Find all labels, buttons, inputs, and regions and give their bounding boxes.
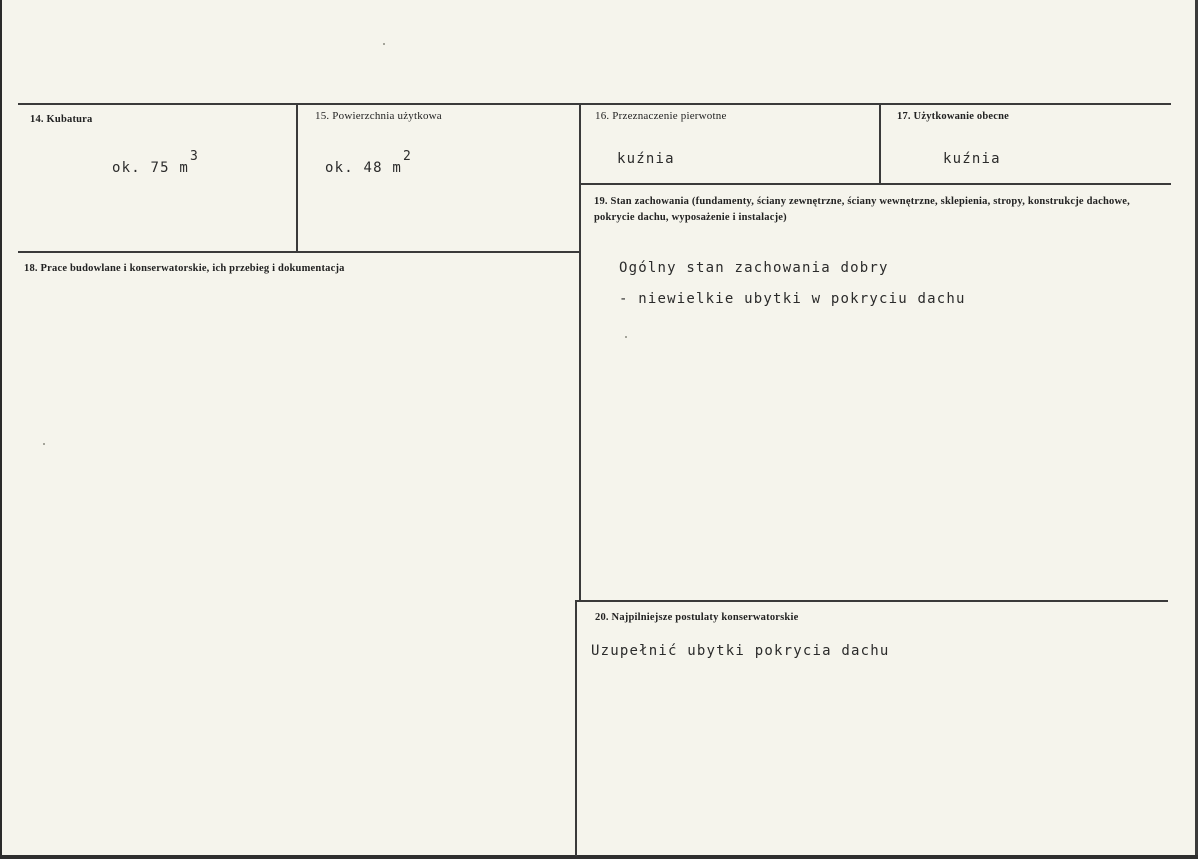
field-15-label: 15. Powierzchnia użytkowa (315, 110, 442, 122)
field-18-label: 18. Prace budowlane i konserwatorskie, ich przebieg i dokumentacja (24, 263, 345, 274)
volume-value: ok. 75 m (112, 160, 190, 176)
divider-left-right-lower (575, 600, 577, 856)
divider-16-17 (879, 104, 881, 184)
field-19-label: 19. Stan zachowania (fundamenty, ściany zewnętrzne, ściany wewnętrzne, sklepienia, stropy, konstrukcje dachowe, pokrycie dachu, wyposażenie i instalacje) (594, 196, 1130, 223)
volume-exponent: 3 (190, 149, 200, 164)
field-20-label: 20. Najpilniejsze postulaty konserwatorskie (595, 612, 799, 623)
paper-speck (383, 43, 385, 45)
area-exponent: 2 (403, 149, 413, 164)
divider-left-right (579, 104, 581, 600)
field-16-value: kuźnia (617, 151, 675, 167)
field-14-label: 14. Kubatura (30, 114, 93, 125)
field-19-line-2: - niewielkie ubytki w pokryciu dachu (619, 291, 966, 307)
paper-speck (625, 336, 627, 338)
rule-above-20 (577, 600, 1168, 602)
field-17-value: kuźnia (943, 151, 1001, 167)
field-17-label: 17. Użytkowanie obecne (897, 111, 1010, 122)
field-14-value (112, 149, 200, 176)
field-16-label: 16. Przeznaczenie pierwotne (595, 110, 727, 122)
paper-speck (43, 443, 45, 445)
top-row-rule (18, 103, 1171, 105)
rule-under-16-17 (580, 183, 1171, 185)
area-value: ok. 48 m (325, 160, 403, 176)
page-border-left (0, 0, 2, 859)
rule-under-14-15 (18, 251, 580, 253)
field-15-value (325, 149, 413, 176)
field-20-value: Uzupełnić ubytki pokrycia dachu (591, 643, 890, 659)
page-border-bottom (0, 855, 1198, 859)
divider-14-15 (296, 104, 298, 252)
field-19-line-1: Ogólny stan zachowania dobry (619, 260, 889, 276)
